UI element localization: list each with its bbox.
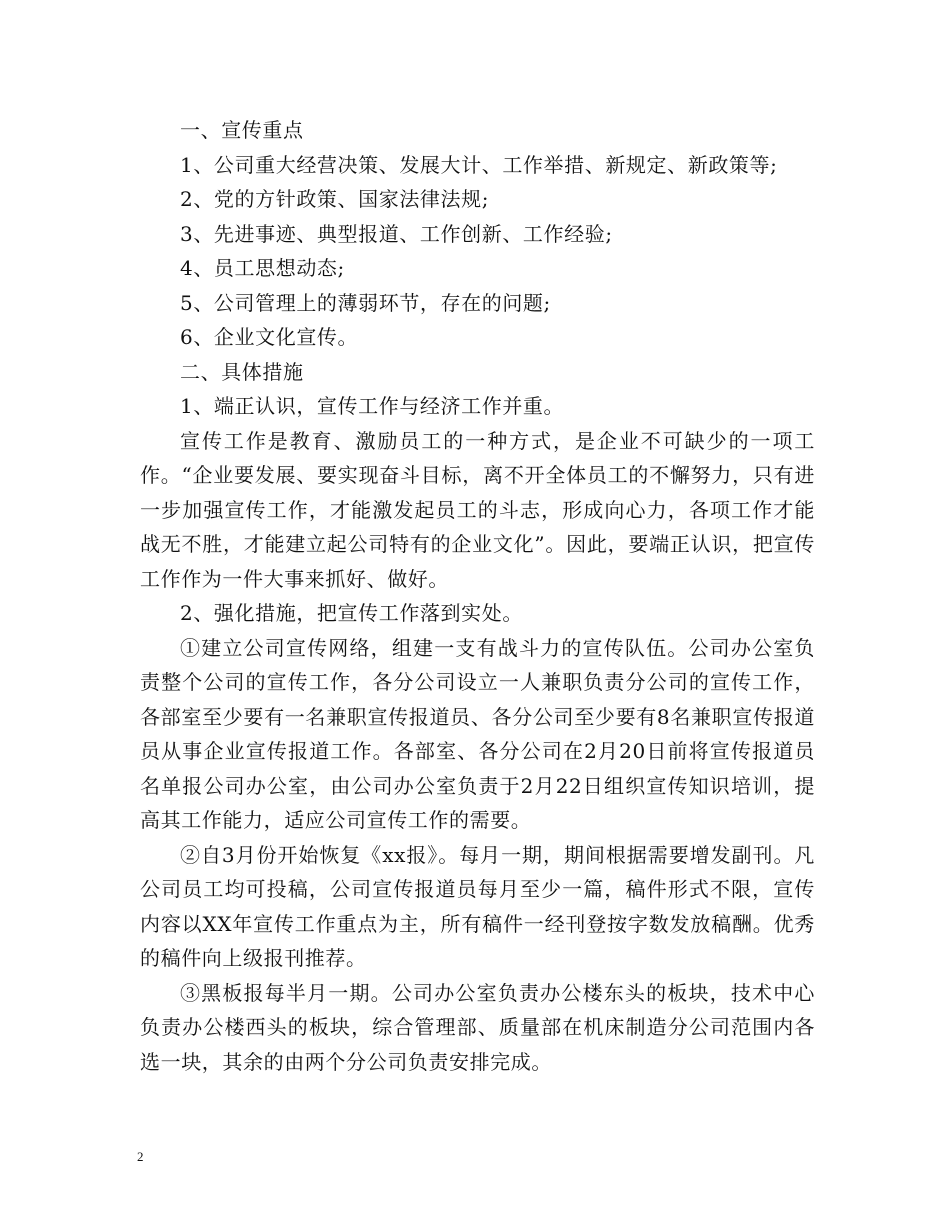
body-paragraph: 宣传工作是教育、激励员工的一种方式，是企业不可缺少的一项工作。“企业要发展、要实现奋斗目标，离不开全体员工的不懈努力，只有进一步加强宣传工作，才能激发起员工的斗志，形成向心力，各项工作才能战无不胜，才能建立起公司特有的企业文化”。因此，要端正认识，把宣传工作作为一件大事来抓好、做好。	[140, 428, 815, 591]
section-heading-publicity-focus: 一、宣传重点	[180, 118, 304, 142]
list-item: 1、公司重大经营决策、发展大计、工作举措、新规定、新政策等;	[180, 152, 778, 177]
body-paragraph: ③黑板报每半月一期。公司办公室负责办公楼东头的板块，技术中心负责办公楼西头的板块，综合管理部、质量部在机床制造分公司范围内各选一块，其余的由两个分公司负责安排完成。	[140, 980, 815, 1074]
list-item: 5、公司管理上的薄弱环节，存在的问题;	[180, 290, 551, 315]
list-item: 3、先进事迹、典型报道、工作创新、工作经验;	[180, 221, 613, 246]
section-heading-specific-measures: 二、具体措施	[180, 359, 304, 384]
list-item: 2、党的方针政策、国家法律法规;	[180, 187, 490, 211]
list-item: 4、员工思想动态;	[180, 256, 345, 280]
page-number: 2	[137, 1149, 144, 1164]
sub-heading: 1、端正认识，宣传工作与经济工作并重。	[180, 394, 565, 418]
sub-heading: 2、强化措施，把宣传工作落到实处。	[180, 601, 523, 625]
document-body	[140, 113, 815, 1079]
body-paragraph: ①建立公司宣传网络，组建一支有战斗力的宣传队伍。公司办公室负责整个公司的宣传工作，各分公司设立一人兼职负责分公司的宣传工作，各部室至少要有一名兼职宣传报道员、各分公司至少要有8名兼职宣传报道员从事企业宣传报道工作。各部室、各分公司在2月20日前将宣传报道员名单报公司办公室，由公司办公室负责于2月22日组织宣传知识培训，提高其工作能力，适应公司宣传工作的需要。	[140, 635, 815, 832]
body-paragraph: ②自3月份开始恢复《xx报》。每月一期，期间根据需要增发副刊。凡公司员工均可投稿，公司宣传报道员每月至少一篇，稿件形式不限，宣传内容以XX年宣传工作重点为主，所有稿件一经刊登按字数发放稿酬。优秀的稿件向上级报刊推荐。	[140, 842, 815, 970]
list-item: 6、企业文化宣传。	[180, 325, 359, 349]
